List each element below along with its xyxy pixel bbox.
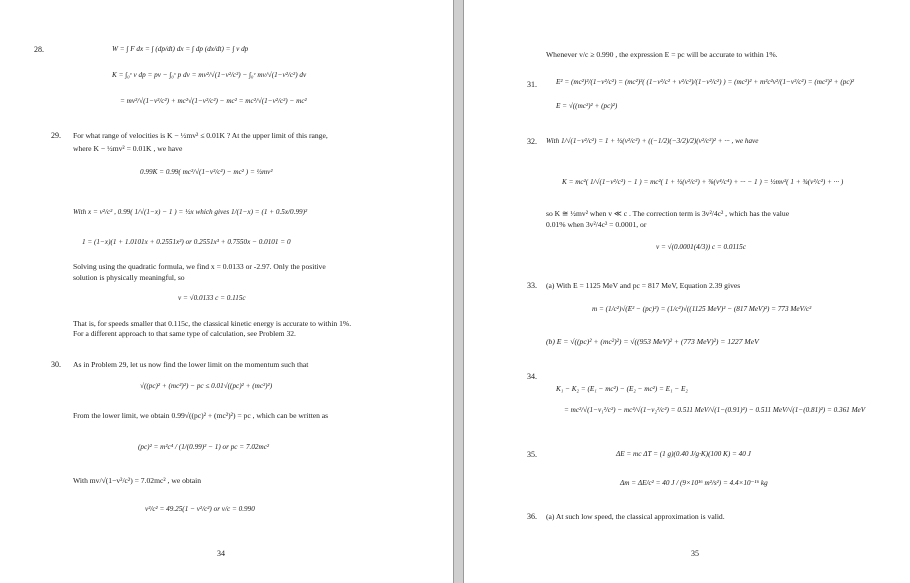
problem-34-equation-1: K₁ − K₂ = (E₁ − mc²) − (E₂ − mc²) = E₁ − E₂ xyxy=(556,385,688,393)
problem-28-number: 28. xyxy=(34,45,44,54)
problem-34-equation-2: = mc²/√(1−v₁²/c²) − mc²/√(1−v₂²/c²) = 0.511 MeV/√(1−(0.91)²) − 0.511 MeV/√(1−(0.81)²) = 0.361 MeV xyxy=(564,406,866,414)
problem-31-number: 31. xyxy=(527,80,537,89)
problem-36-text-1: (a) At such low speed, the classical approximation is valid. xyxy=(546,512,725,521)
problem-29-equation-4: v = √0.0133 c = 0.115c xyxy=(178,294,246,302)
problem-31-equation-2: E = √((mc²)² + (pc)²) xyxy=(556,102,618,110)
right-page xyxy=(464,0,910,583)
problem-29-equation-1: 0.99K = 0.99( mc²/√(1−v²/c²) − mc² ) = ½mv² xyxy=(140,168,273,176)
problem-28-equation-1: W = ∫ F dx = ∫ (dp/dt) dx = ∫ dp (dx/dt) = ∫ v dp xyxy=(112,45,249,53)
problem-29-text-6: For a different approach to that same type of calculation, see Problem 32. xyxy=(73,329,296,338)
problem-29-text-2: where K − ½mv² = 0.01K , we have xyxy=(73,144,183,153)
problem-30-text-1: As in Problem 29, let us now find the lower limit on the momentum such that xyxy=(73,360,309,369)
problem-32-equation-3: v = √(0.0001(4/3)) c = 0.0115c xyxy=(656,243,746,251)
problem-29-text-4: solution is physically meaningful, so xyxy=(73,273,185,282)
problem-33-number: 33. xyxy=(527,281,537,290)
problem-34-number: 34. xyxy=(527,372,537,381)
page-gutter xyxy=(453,0,464,583)
page-number: 35 xyxy=(691,549,699,558)
problem-32-text-1: so K ≅ ½mv² when v ≪ c . The correction term is 3v²/4c² , which has the value xyxy=(546,209,790,218)
problem-28-equation-3: = mv²/√(1−v²/c²) + mc²√(1−v²/c²) − mc² = mc²/√(1−v²/c²) − mc² xyxy=(120,97,307,105)
problem-29-equation-3: 1 = (1−x)(1 + 1.0101x + 0.2551x²) or 0.2551x³ + 0.7550x − 0.0101 = 0 xyxy=(82,238,291,246)
problem-31-equation-1: E² = (mc²)²/(1−v²/c²) = (mc²)²( (1−v²/c² + v²/c²)/(1−v²/c²) ) = (mc²)² + m²c²v²/(1−v²/c²) = (mc²)² + (pc)² xyxy=(556,78,855,86)
problem-29-text-5: That is, for speeds smaller that 0.115c, the classical kinetic energy is accurate to within 1%. xyxy=(73,319,352,328)
problem-33-text-2: (b) E = √((pc)² + (mc²)²) = √((953 MeV)² + (773 MeV)²) = 1227 MeV xyxy=(546,337,759,346)
problem-32-number: 32. xyxy=(527,137,537,146)
problem-29-equation-2: With x = v²/c² , 0.99( 1/√(1−x) − 1 ) = ½x which gives 1/(1−x) = (1 + 0.5x/0.99)² xyxy=(73,208,308,216)
problem-35-number: 35. xyxy=(527,450,537,459)
problem-30-equation-3: v²/c² = 49.25(1 − v²/c²) or v/c = 0.990 xyxy=(145,505,255,513)
problem-30-number: 30. xyxy=(51,360,61,369)
problem-30-text-2: From the lower limit, we obtain 0.99√((pc)² + (mc²)²) = pc , which can be written as xyxy=(73,411,329,420)
problem-29-text-3: Solving using the quadratic formula, we find x = 0.0133 or -2.97. Only the positive xyxy=(73,262,326,271)
problem-36-number: 36. xyxy=(527,512,537,521)
problem-35-equation-1: ΔE = mc ΔT = (1 g)(0.40 J/g·K)(100 K) = 40 J xyxy=(616,450,751,458)
problem-29-number: 29. xyxy=(51,131,61,140)
problem-33-equation-1: m = (1/c²)√(E² − (pc)²) = (1/c²)√((1125 MeV)² − (817 MeV)²) = 773 MeV/c² xyxy=(592,305,812,313)
problem-32-equation-2: K = mc²( 1/√(1−v²/c²) − 1 ) = mc²( 1 + ½(v²/c²) + ⅜(v⁴/c⁴) + ··· − 1 ) = ½mv²( 1 + ¾(v²/c²) + ··· ) xyxy=(562,178,844,186)
problem-30-text-3: With mv/√(1−v²/c²) = 7.02mc² , we obtain xyxy=(73,476,202,485)
problem-30-equation-2: (pc)² = m²c⁴ / (1/(0.99)² − 1) or pc = 7.02mc² xyxy=(138,443,270,451)
problem-33-text-1: (a) With E = 1125 MeV and pc = 817 MeV, Equation 2.39 gives xyxy=(546,281,741,290)
problem-32-text-2: 0.01% when 3v²/4c² = 0.0001, or xyxy=(546,220,647,229)
problem-30-equation-1: √((pc)² + (mc²)²) − pc ≤ 0.01√((pc)² + (mc²)²) xyxy=(140,382,273,390)
problem-28-equation-2: K = ∫₀ᵛ v dp = pv − ∫₀ᵛ p dv = mv²/√(1−v²/c²) − ∫₀ᵛ mv/√(1−v²/c²) dv xyxy=(112,71,307,79)
page-number: 34 xyxy=(217,549,225,558)
left-page xyxy=(0,0,453,583)
problem-35-equation-2: Δm = ΔE/c² = 40 J / (9×10¹⁶ m²/s²) = 4.4×10⁻¹⁶ kg xyxy=(620,479,768,487)
problem-32-equation-1: With 1/√(1−v²/c²) = 1 + ½(v²/c²) + ((−1/2)(−3/2)/2)(v²/c²)² + ··· , we have xyxy=(546,137,759,145)
problem-29-text-1: For what range of velocities is K − ½mv² ≤ 0.01K ? At the upper limit of this range, xyxy=(73,131,328,140)
intro-text: Whenever v/c ≥ 0.990 , the expression E = pc will be accurate to within 1%. xyxy=(546,50,778,59)
